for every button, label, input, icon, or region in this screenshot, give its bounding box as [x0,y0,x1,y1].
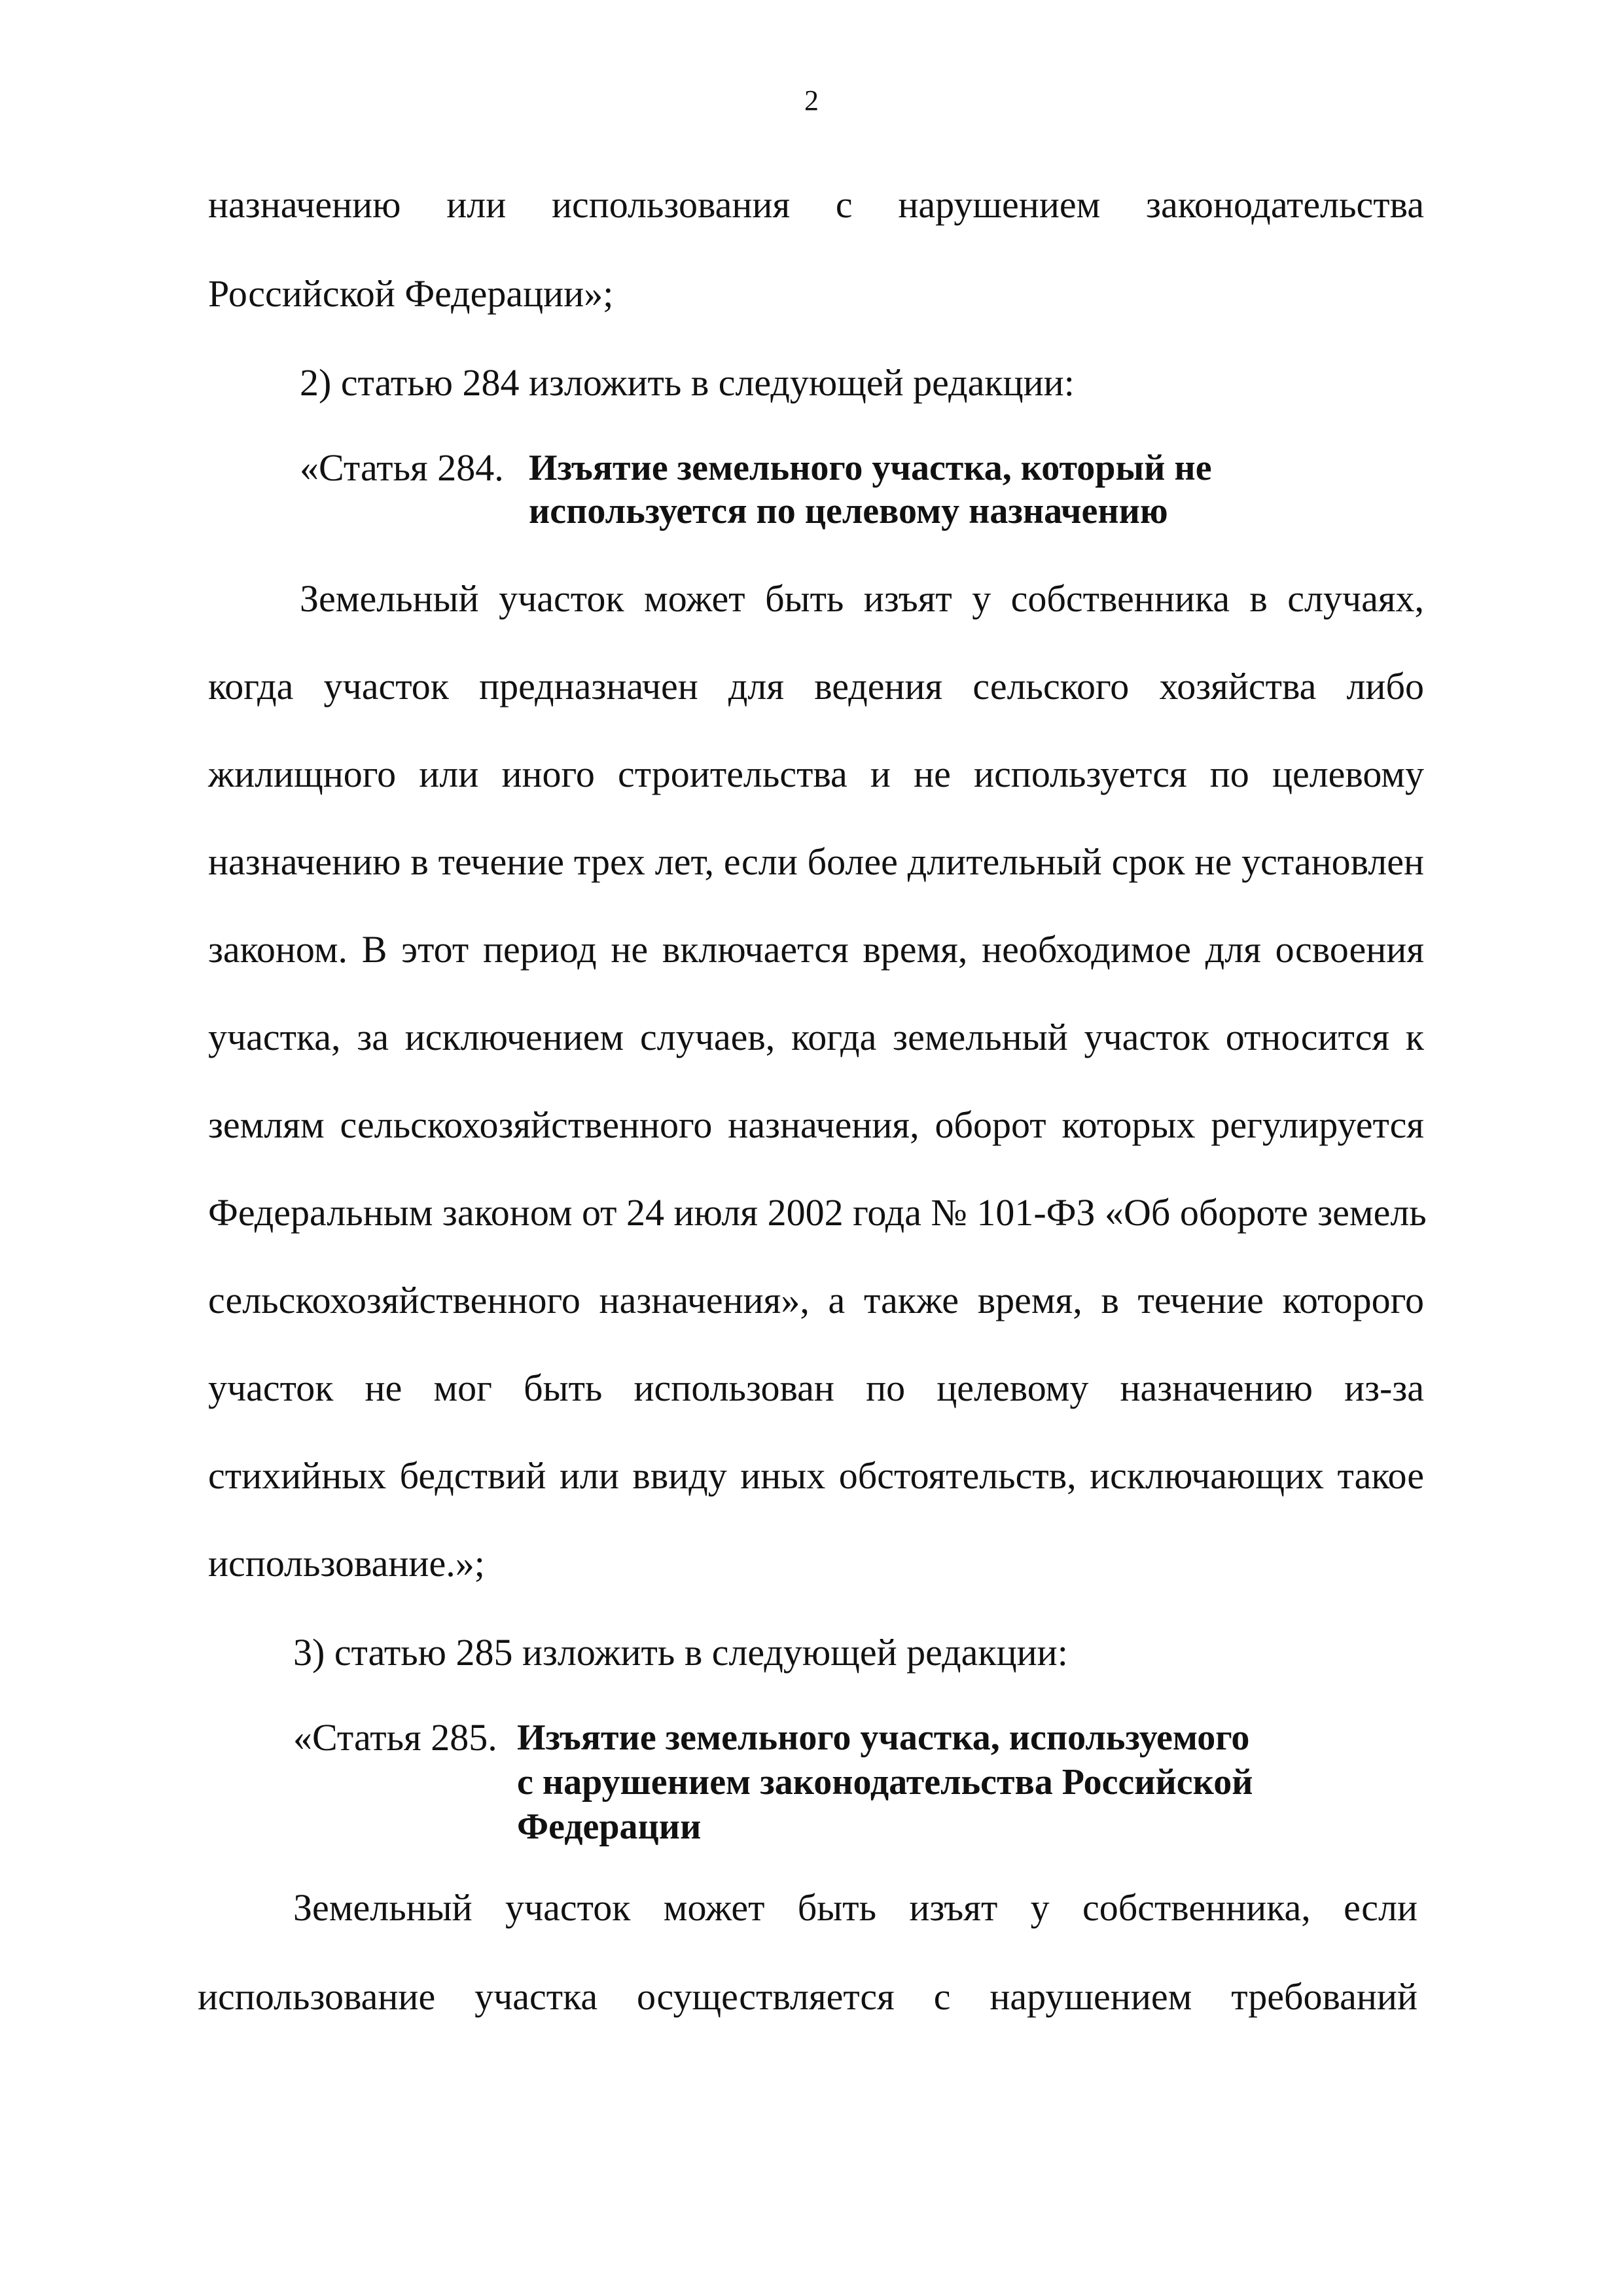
item-3-text: 3) статью 285 изложить в следующей редакции: [293,1631,1068,1674]
article-284-body-line-3: жилищного или иного строительства и не используется по целевому [208,753,1424,795]
intro-line-2: Российской Федерации»; [208,272,614,315]
article-284-title-line-2: используется по целевому назначению [529,491,1168,531]
article-284-body-line-10: участок не мог быть использован по целевому назначению из-за [208,1367,1424,1409]
article-284-body-line-1: Земельный участок может быть изъят у собственника в случаях, [300,577,1424,620]
article-285-title-line-1: Изъятие земельного участка, используемого [517,1717,1250,1758]
article-284-body-line-12: использование.»; [208,1542,485,1585]
article-284-body-line-9: сельскохозяйственного назначения», а также время, в течение которого [208,1279,1424,1321]
article-285-label: «Статья 285. [293,1716,497,1759]
article-285-title-line-3: Федерации [517,1806,702,1847]
article-284-title-line-1: Изъятие земельного участка, который не [529,448,1212,488]
item-2-text: 2) статью 284 изложить в следующей редакции: [300,361,1075,404]
article-284-body-line-11: стихийных бедствий или ввиду иных обстоятельств, исключающих такое [208,1454,1424,1497]
article-285-body-line-1: Земельный участок может быть изъят у собственника, если [293,1886,1418,1929]
page-number: 2 [804,84,819,117]
article-284-body-line-2: когда участок предназначен для ведения сельского хозяйства либо [208,665,1424,708]
article-284-body-line-8: Федеральным законом от 24 июля 2002 года № 101-ФЗ «Об обороте земель [208,1191,1427,1234]
article-285-title-line-2: с нарушением законодательства Российской [517,1762,1253,1803]
article-284-body-line-4: назначению в течение трех лет, если более длительный срок не установлен [208,840,1424,883]
article-284-body-line-6: участка, за исключением случаев, когда земельный участок относится к [208,1016,1424,1058]
article-284-body-line-5: законом. В этот период не включается время, необходимое для освоения [208,928,1424,971]
article-285-body-line-2: использование участка осуществляется с нарушением требований [198,1975,1418,2018]
article-284-label: «Статья 284. [300,446,504,489]
article-284-body-line-7: землям сельскохозяйственного назначения, оборот которых регулируется [208,1103,1424,1146]
intro-line-1: назначению или использования с нарушением законодательства [208,183,1424,226]
